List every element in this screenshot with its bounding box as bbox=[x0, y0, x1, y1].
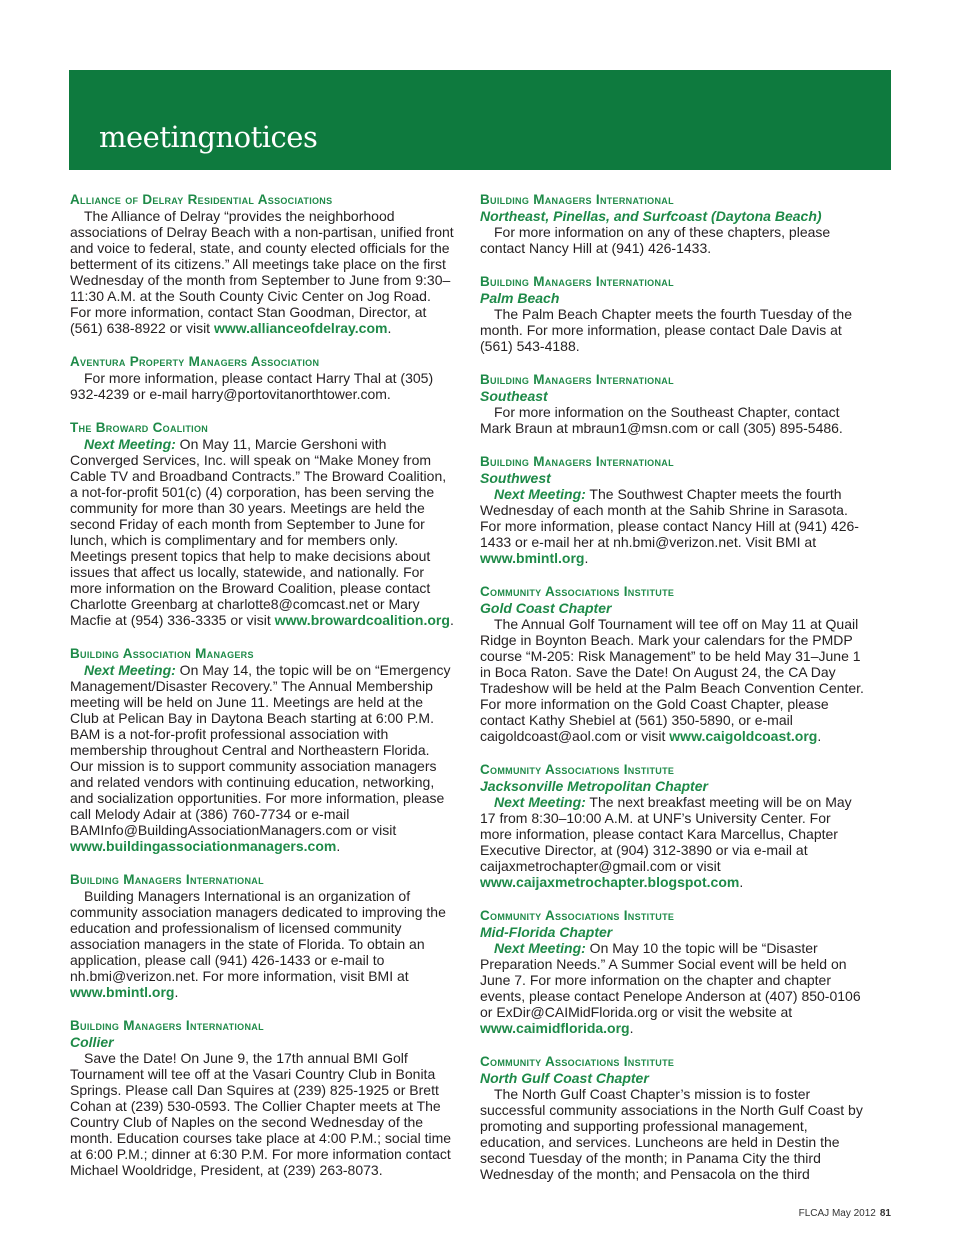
notice-entry bbox=[70, 353, 454, 402]
next-meeting-label: Next Meeting: bbox=[494, 794, 586, 810]
notice-heading: Community Associations Institute bbox=[480, 584, 675, 599]
notice-text: On May 11, Marcie Gershoni with Converged Services, Inc. will speak on “Make Money from Cable TV and Broadband Contracts.” The Broward Coalition, a not-for-profit 501(c) (4) corporation, has been serving the community for more than 30 years. Meetings are held the second Friday of each month from September to June for lunch, which is complimentary and for members only. Meetings present topics that help to make decisions about issues that affect us locally, statewide, and nationally. For more information on the Broward Coalition, please contact Charlotte Greenbarg at charlotte8@comcast.net or Mary Macfie at (954) 336-3335 or visit bbox=[70, 436, 447, 628]
notice-chapter: Northeast, Pinellas, and Surfcoast (Daytona Beach) bbox=[480, 208, 822, 224]
notice-body bbox=[70, 370, 454, 402]
notice-text-end: . bbox=[174, 984, 179, 1000]
notice-heading: Building Managers International bbox=[480, 372, 674, 387]
footer-publication: FLCAJ May 2012 bbox=[798, 1208, 876, 1219]
notice-text: On May 10 the topic will be “Disaster Preparation Needs.” A Summer Social event will be held on June 7. For more information on the chapter and chapter events, please contact Penelope Anderson at (407) 850-0106 or ExDir@CAIMidFlorida.org or visit the website at bbox=[480, 940, 861, 1020]
notice-heading: Community Associations Institute bbox=[480, 908, 675, 923]
website-link[interactable]: www.bmintl.org bbox=[480, 550, 585, 566]
website-link[interactable]: www.bmintl.org bbox=[70, 984, 175, 1000]
website-link[interactable]: www.allianceofdelray.com bbox=[213, 320, 388, 336]
notice-heading: Building Association Managers bbox=[70, 646, 254, 661]
notice-text-end: . bbox=[449, 612, 454, 628]
notice-body bbox=[70, 662, 454, 854]
notice-entry bbox=[480, 191, 864, 256]
notice-entry bbox=[70, 871, 454, 1000]
notice-entry bbox=[70, 645, 454, 854]
notice-body bbox=[480, 616, 864, 744]
notice-heading: Building Managers International bbox=[70, 1018, 264, 1033]
notice-text: Building Managers International is an organization of community association managers dedicated to improving the education and professionalism of licensed community association managers in the state of Florida. To obtain an application, please call (941) 426-1433 or e-mail to nh.bmi@verizon.net. For more information, visit BMI at bbox=[70, 888, 446, 984]
notice-text: The North Gulf Coast Chapter’s mission is to foster successful community associations in the North Gulf Coast by promoting and supporting professional management, education, and services. Luncheons are held in Destin the second Tuesday of the month; in Panama City the third Wednesday of the month; and Pensacola on the third bbox=[480, 1086, 863, 1182]
notice-text: The Alliance of Delray “provides the neighborhood associations of Delray Beach with a non-partisan, unified front and voice to federal, state, and county elected officials for the betterment of its citizens.” All meetings take place on the first Wednesday of the month from September to June from 9:30–11:30 A.M. at the South County Civic Center on Jog Road. For more information, contact Stan Goodman, Director, at (561) 638-8922 or visit bbox=[70, 208, 454, 336]
notice-chapter: Gold Coast Chapter bbox=[480, 600, 612, 616]
notice-body bbox=[480, 486, 864, 566]
notice-chapter: Palm Beach bbox=[480, 290, 560, 306]
page-footer bbox=[799, 1208, 891, 1219]
notice-chapter: Southeast bbox=[480, 388, 548, 404]
section-title: meetingnotices bbox=[99, 120, 318, 154]
notice-chapter: Southwest bbox=[480, 470, 551, 486]
notice-body bbox=[70, 436, 454, 628]
notice-entry bbox=[480, 583, 864, 744]
notice-entry bbox=[480, 371, 864, 436]
notice-chapter: North Gulf Coast Chapter bbox=[480, 1070, 649, 1086]
notice-text: The Palm Beach Chapter meets the fourth Tuesday of the month. For more information, please contact Dale Davis at (561) 543-4188. bbox=[480, 306, 852, 354]
notice-body bbox=[480, 224, 864, 256]
page-number: 81 bbox=[879, 1208, 891, 1219]
next-meeting-label: Next Meeting: bbox=[84, 662, 176, 678]
notice-body bbox=[70, 208, 454, 336]
next-meeting-label: Next Meeting: bbox=[494, 486, 586, 502]
notice-text-end: . bbox=[336, 838, 341, 854]
next-meeting-label: Next Meeting: bbox=[84, 436, 176, 452]
notice-text-end: . bbox=[739, 874, 744, 890]
notice-entry bbox=[480, 273, 864, 354]
notice-heading: Aventura Property Managers Association bbox=[70, 354, 320, 369]
notice-heading: Building Managers International bbox=[70, 872, 264, 887]
notice-entry bbox=[480, 907, 864, 1036]
notice-text-end: . bbox=[584, 550, 589, 566]
notice-heading: Alliance of Delray Residential Associations bbox=[70, 192, 333, 207]
notice-heading: Community Associations Institute bbox=[480, 1054, 675, 1069]
notice-heading: Building Managers International bbox=[480, 274, 674, 289]
notice-entry bbox=[480, 1053, 864, 1182]
notice-text: The Southwest Chapter meets the fourth Wednesday of each month at the Sahib Shrine in Sarasota. For more information, please contact Nancy Hill at (941) 426-1433 or e-mail her at nh.bmi@verizon.net. Visit BMI at bbox=[480, 486, 859, 550]
notice-heading: Building Managers International bbox=[480, 192, 674, 207]
notice-heading: The Broward Coalition bbox=[70, 420, 209, 435]
notice-chapter: Mid-Florida Chapter bbox=[480, 924, 613, 940]
website-link[interactable]: www.caijaxmetrochapter.blogspot.com bbox=[480, 874, 740, 890]
left-column bbox=[70, 191, 454, 1195]
website-link[interactable]: www.caimidflorida.org bbox=[480, 1020, 630, 1036]
notice-entry bbox=[70, 419, 454, 628]
notice-text: The next breakfast meeting will be on May 17 from 8:30–10:00 A.M. at UNF’s University Center. For more information, please contact Kara Marcellus, Chapter Executive Director, at (904) 312-3890 or via e-mail at caijaxmetrochapter@gmail.com or visit bbox=[480, 794, 852, 874]
notice-body bbox=[480, 404, 864, 436]
notice-body bbox=[480, 306, 864, 354]
website-link[interactable]: www.caigoldcoast.org bbox=[669, 728, 818, 744]
notice-body bbox=[480, 940, 864, 1036]
notice-text: For more information on the Southeast Chapter, contact Mark Braun at mbraun1@msn.com or call (305) 895-5486. bbox=[480, 404, 843, 436]
notice-chapter: Collier bbox=[70, 1034, 114, 1050]
website-link[interactable]: www.buildingassociationmanagers.com bbox=[70, 838, 337, 854]
website-link[interactable]: www.browardcoalition.org bbox=[274, 612, 450, 628]
notice-text-end: . bbox=[629, 1020, 634, 1036]
notice-text: For more information, please contact Harry Thal at (305) 932-4239 or e-mail harry@portovitanorthtower.com. bbox=[70, 370, 434, 402]
next-meeting-label: Next Meeting: bbox=[494, 940, 586, 956]
notice-text-end: . bbox=[817, 728, 822, 744]
notice-body bbox=[70, 888, 454, 1000]
notice-text: On May 14, the topic will be on “Emergency Management/Disaster Recovery.” The Annual Membership meeting will be held on June 11. Meetings are held at the Club at Pelican Bay in Daytona Beach starting at 6:00 P.M. BAM is a not-for-profit professional association with membership throughout Central and Northeastern Florida. Our mission is to support community association managers and related vendors with continuing education, networking, and socialization opportunities. For more information, please call Melody Adair at (386) 760-7734 or e-mail BAMInfo@BuildingAssociationManagers.com or visit bbox=[70, 662, 451, 838]
notice-chapter: Jacksonville Metropolitan Chapter bbox=[480, 778, 708, 794]
notice-text: The Annual Golf Tournament will tee off on May 11 at Quail Ridge in Boynton Beach. Mark your calendars for the PMDP course “M-205: Risk Management” to be held May 31–June 1 in Boca Raton. Save the Date! On August 24, the CA Day Tradeshow will be held at the Palm Beach Convention Center. For more information on the Gold Coast Chapter, please contact Kathy Shebiel at (561) 350-5890, or e-mail caigoldcoast@aol.com or visit bbox=[480, 616, 864, 744]
section-banner bbox=[69, 70, 891, 170]
notice-entry bbox=[70, 191, 454, 336]
notice-body bbox=[480, 1086, 864, 1182]
notice-heading: Community Associations Institute bbox=[480, 762, 675, 777]
notice-entry bbox=[70, 1017, 454, 1178]
notice-text: For more information on any of these chapters, please contact Nancy Hill at (941) 426-1433. bbox=[480, 224, 831, 256]
notice-entry bbox=[480, 761, 864, 890]
notice-body bbox=[70, 1050, 454, 1178]
notice-body bbox=[480, 794, 864, 890]
notice-text-end: . bbox=[387, 320, 392, 336]
notice-heading: Building Managers International bbox=[480, 454, 674, 469]
right-column bbox=[480, 191, 864, 1199]
notice-text: Save the Date! On June 9, the 17th annual BMI Golf Tournament will tee off at the Vasari Country Club in Bonita Springs. Please call Dan Squires at (239) 825-1925 or Brett Cohan at (239) 530-0593. The Collier Chapter meets at The Country Club of Naples on the second Wednesday of the month. Education courses take place at 4:00 P.M.; social time at 6:00 P.M.; dinner at 6:30 P.M. For more information contact Michael Wooldridge, President, at (239) 263-8073. bbox=[70, 1050, 452, 1178]
notice-entry bbox=[480, 453, 864, 566]
